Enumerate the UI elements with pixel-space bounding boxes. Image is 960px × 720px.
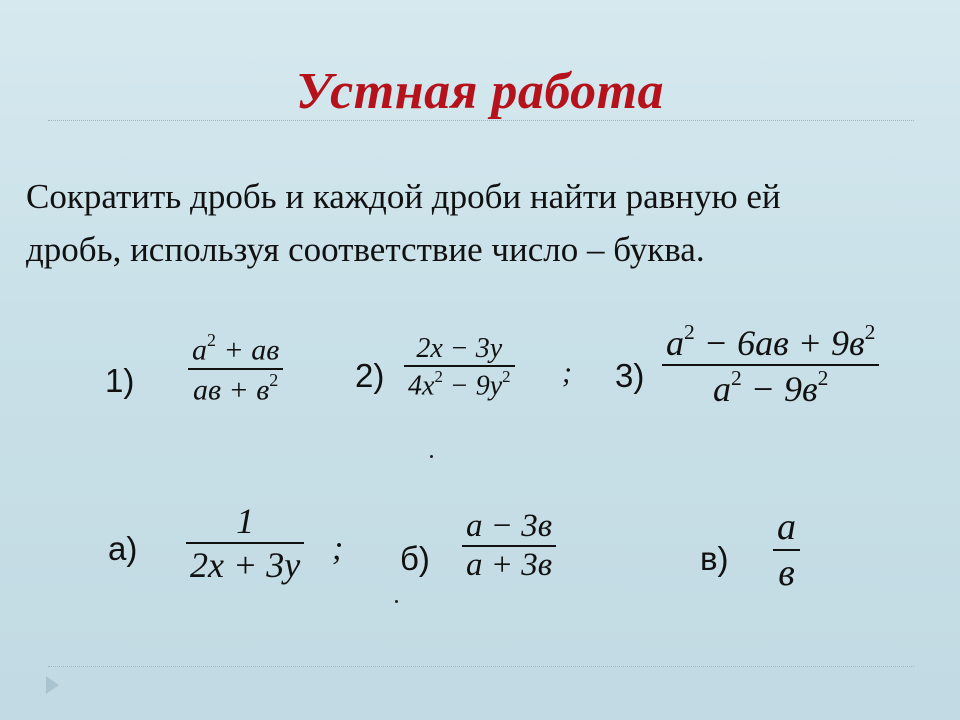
problem-1-denominator: aв + $в^2$ xyxy=(192,369,279,406)
answer-a-semicolon: ; xyxy=(332,530,344,567)
answer-b-numerator: a − 3в xyxy=(466,508,553,544)
stray-dot xyxy=(430,455,433,458)
problem-3-fraction xyxy=(662,320,879,410)
problem-2-label: 2) xyxy=(355,357,385,394)
slide-title: Устная работа xyxy=(295,63,665,120)
problem-1-label: 1) xyxy=(105,362,135,399)
answer-b-label: б) xyxy=(400,540,430,577)
answer-b-denominator: a + 3в xyxy=(466,547,553,583)
answer-c-denominator: в xyxy=(778,552,795,594)
answer-a-label: а) xyxy=(108,530,138,567)
footer-divider xyxy=(48,666,914,667)
problem-1-numerator: $a^2$ + aв xyxy=(192,330,280,367)
answer-a-numerator: 1 xyxy=(236,501,255,541)
task-line-2: дробь, используя соответствие число – буква. xyxy=(26,230,705,269)
task-line-1: Сократить дробь и каждой дроби найти равную ей xyxy=(26,177,781,216)
problem-2-fraction xyxy=(404,333,515,403)
problem-3-label: 3) xyxy=(615,357,645,394)
problem-2-numerator: 2x − 3y xyxy=(416,333,503,364)
answer-c-numerator: a xyxy=(777,506,796,548)
problem-3-denominator: $a^2 - 9в^2$ xyxy=(712,366,829,410)
problem-3-numerator: $a^2 - 6aв + 9в^2$ xyxy=(666,320,876,364)
stray-dot xyxy=(395,600,398,603)
problem-2-denominator: $4x^2 - 9y^2$ xyxy=(408,367,511,402)
problem-2-semicolon: ; xyxy=(562,356,572,389)
task-text xyxy=(26,170,946,276)
answer-c-fraction xyxy=(773,505,800,595)
answer-a-denominator: 2x + 3y xyxy=(190,545,301,585)
answer-b-fraction xyxy=(462,508,556,584)
problem-1-fraction xyxy=(188,330,283,407)
answer-c-label: в) xyxy=(700,540,729,577)
answer-a-fraction xyxy=(186,500,304,586)
title-divider xyxy=(48,120,914,121)
play-arrow-icon xyxy=(46,676,59,694)
